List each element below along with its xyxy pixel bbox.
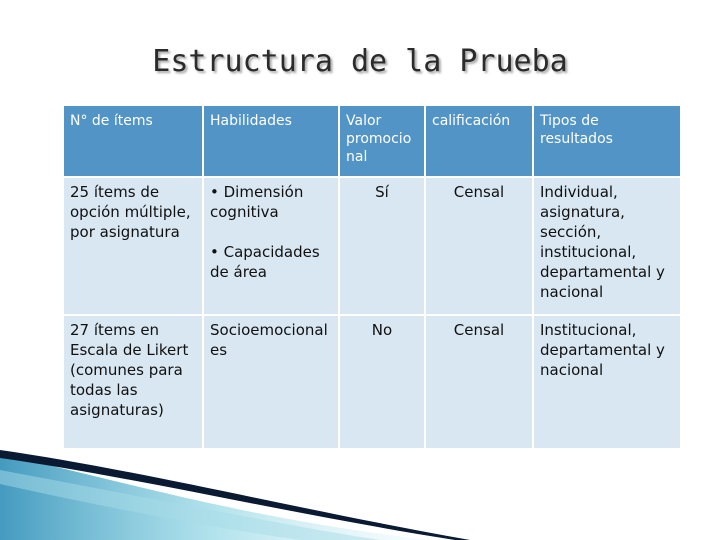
cell-calificacion: Censal [425, 177, 533, 315]
cell-resultados: Institucional, departamental y nacional [533, 315, 681, 449]
structure-table [62, 104, 682, 450]
cell-items: 25 ítems de opción múltiple, por asignatura [63, 177, 203, 315]
cell-resultados: Individual, asignatura, sección, institucional, departamental y nacional [533, 177, 681, 315]
header-tipos-resultados: Tipos de resultados [533, 105, 681, 177]
cell-habilidades [203, 177, 339, 315]
header-habilidades: Habilidades [203, 105, 339, 177]
decorative-swoosh [0, 440, 720, 540]
header-items: N° de ítems [63, 105, 203, 177]
cell-valor: No [339, 315, 425, 449]
table-row [63, 177, 681, 315]
cell-items: 27 ítems en Escala de Likert (comunes para todas las asignaturas) [63, 315, 203, 449]
habilidad-item: • Capacidades de área [210, 243, 320, 281]
table-row [63, 315, 681, 449]
header-calificacion: calificación [425, 105, 533, 177]
habilidad-item: • Dimensión cognitiva [210, 183, 304, 221]
header-valor-promocional: Valor promocional [339, 105, 425, 177]
cell-valor: Sí [339, 177, 425, 315]
habilidad-item: Socioemocionales [210, 321, 328, 359]
cell-calificacion: Censal [425, 315, 533, 449]
table-header-row [63, 105, 681, 177]
slide-title: Estructura de la Prueba [152, 44, 568, 79]
cell-habilidades [203, 315, 339, 449]
